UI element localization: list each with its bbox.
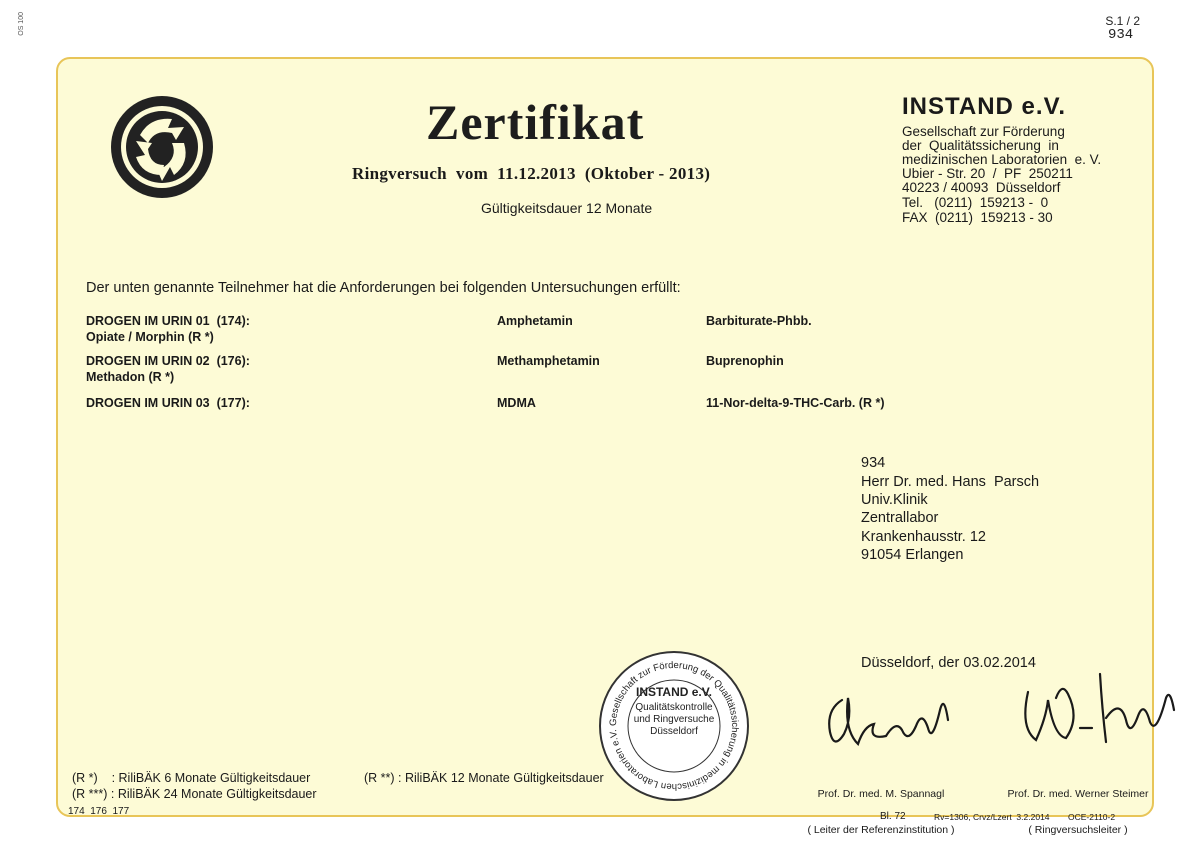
ringversuch-date: Ringversuch vom 11.12.2013 (Oktober - 2013) bbox=[352, 164, 711, 183]
instand-logo-icon bbox=[110, 95, 214, 199]
recipient-line: Herr Dr. med. Hans Parsch bbox=[861, 474, 1040, 490]
signature-steimer-icon bbox=[1010, 658, 1180, 758]
org-line: Tel. (0211) 159213 - 0 bbox=[902, 195, 1049, 210]
footnote-r2: (R **) : RiliBÄK 12 Monate Gültigkeitsdauer bbox=[364, 771, 604, 785]
sheet-number: Bl. 72 bbox=[880, 811, 906, 822]
test-program: DROGEN IM URIN 01 (174): bbox=[86, 314, 250, 328]
stamp-name: INSTAND e.V. bbox=[635, 685, 713, 699]
recipient-line: Zentrallabor bbox=[861, 510, 939, 526]
stamp-ring-text: Gesellschaft zur Förderung der Qualitätssicherung in medizinischen Laboratorien e.V. bbox=[607, 659, 741, 793]
validity-period: Gültigkeitsdauer 12 Monate bbox=[481, 200, 653, 216]
recipient-line: Krankenhausstr. 12 bbox=[861, 529, 986, 545]
org-line: 40223 / 40093 Düsseldorf bbox=[902, 180, 1061, 195]
org-line: medizinischen Laboratorien e. V. bbox=[902, 152, 1102, 167]
certificate-title: Zertifikat bbox=[426, 94, 645, 150]
form-number: OCE-2110-2 bbox=[1068, 812, 1116, 822]
test-program: DROGEN IM URIN 03 (177): bbox=[86, 396, 250, 410]
recipient-line: Univ.Klinik bbox=[861, 492, 928, 508]
org-line: FAX (0211) 159213 - 30 bbox=[902, 210, 1053, 225]
signer-name: Prof. Dr. med. M. Spannagl bbox=[817, 788, 945, 800]
program-codes: 174 176 177 bbox=[68, 806, 130, 817]
test-sub: Methadon (R *) bbox=[86, 370, 175, 384]
test-col3: Barbiturate-Phbb. bbox=[706, 314, 812, 328]
signer-name: Prof. Dr. med. Werner Steimer bbox=[1007, 788, 1149, 800]
test-col2: MDMA bbox=[497, 396, 536, 410]
test-col3: Buprenophin bbox=[706, 354, 784, 368]
org-line: der Qualitätssicherung in bbox=[902, 138, 1059, 153]
footnote-r1: (R *) : RiliBÄK 6 Monate Gültigkeitsdauer bbox=[72, 771, 311, 785]
signer-steimer bbox=[998, 764, 1158, 848]
stamp-line: Düsseldorf bbox=[650, 726, 698, 737]
org-line: Gesellschaft zur Förderung bbox=[902, 124, 1065, 139]
side-code: OS 100 bbox=[18, 12, 25, 36]
page-number: S.1 / 2 bbox=[1105, 14, 1140, 28]
footnote-r3: (R ***) : RiliBÄK 24 Monate Gültigkeitsdauer bbox=[72, 787, 317, 801]
test-col3: 11-Nor-delta-9-THC-Carb. (R *) bbox=[706, 396, 885, 410]
signature-spannagl-icon bbox=[808, 670, 968, 770]
signer-spannagl bbox=[786, 764, 976, 848]
intro-text: Der unten genannte Teilnehmer hat die Anforderungen bei folgenden Untersuchungen erfüllt: bbox=[86, 280, 681, 296]
recipient-number: 934 bbox=[861, 455, 886, 471]
test-program: DROGEN IM URIN 02 (176): bbox=[86, 354, 250, 368]
stamp-line: und Ringversuche bbox=[633, 714, 715, 725]
organization-name: INSTAND e.V. bbox=[902, 93, 1067, 120]
signer-role: ( Ringversuchsleiter ) bbox=[1028, 824, 1128, 836]
test-col2: Methamphetamin bbox=[497, 354, 600, 368]
test-sub: Opiate / Morphin (R *) bbox=[86, 330, 214, 344]
participant-number-top: 934 bbox=[1108, 27, 1134, 43]
stamp-center bbox=[598, 686, 750, 738]
org-line: Ubier - Str. 20 / PF 250211 bbox=[902, 166, 1073, 181]
stamp-line: Qualitätskontrolle bbox=[635, 702, 713, 713]
test-col2: Amphetamin bbox=[497, 314, 573, 328]
recipient-line: 91054 Erlangen bbox=[861, 547, 964, 563]
place-date: Düsseldorf, der 03.02.2014 bbox=[861, 655, 1036, 671]
rv-reference: Rv=1306, Crvz/Lzert 3.2.2014 bbox=[934, 812, 1050, 822]
signer-role: ( Leiter der Referenzinstitution ) bbox=[807, 824, 955, 836]
